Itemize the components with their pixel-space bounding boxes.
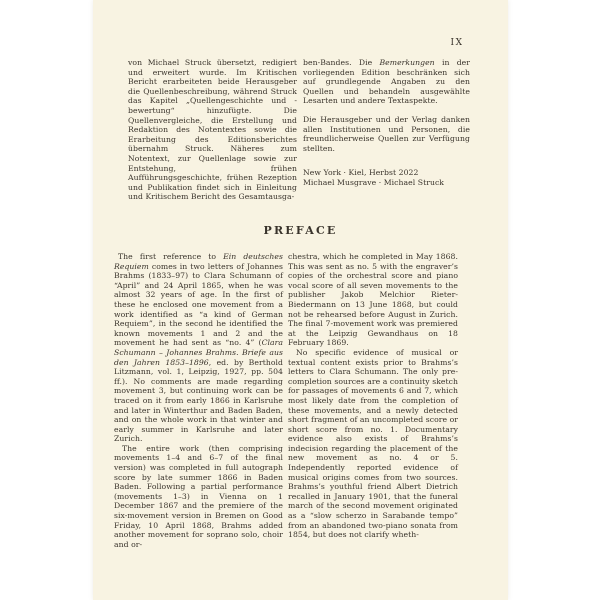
preface-left-column [114, 252, 283, 549]
acknowledgement-paragraph: Die Herausgeber und der Verlag danken allen Institutionen und Personen, die freundlicherweise Quellen zur Verfügung stellten. [303, 114, 470, 153]
german-left-column [128, 58, 297, 202]
preface-body [114, 252, 458, 549]
preface-paragraph-2-continuation: chestra, which he completed in May 1868. This was sent as no. 5 with the engraver’s copies of the orchestral score and piano vocal score of all seven movements to the publisher Jakob Melchior Rieter-Biedermann on 13 June 1868, but could not be rehearsed before August in Zurich. The final 7-movement work was premiered at the Leipzig Gewandhaus on 18 February 1869. [288, 252, 458, 348]
book-page [93, 0, 508, 600]
german-foreword-continuation [128, 58, 470, 202]
german-paragraph-continuation: von Michael Struck übersetzt, redigiert und erweitert wurde. Im Kritischen Bericht erarbeiteten beide Herausgeber die Quellenbeschreibung, während Struck das Kapitel „Quellengeschichte und -bewertung“ hinzufügte. Die Quellenvergleiche, die Erstellung und Redaktion des Notentextes sowie die Erarbeitung des Editionsberichtes übernahm Struck. Näheres zum Notentext, zur Quellenlage sowie zur Entstehung, frühen Aufführungsgeschichte, frühen Rezeption und Publikation findet sich in Einleitung und Kritischem Bericht des Gesamtausga- [128, 58, 297, 202]
german-paragraph-end: ben-Bandes. Die Bemerkungen in der vorliegenden Edition beschränken sich auf grundlegende Angaben zu den Quellen und behandeln ausgewählte Lesarten und andere Textaspekte. [303, 58, 470, 106]
preface-heading: PREFACE [263, 224, 338, 237]
editors-signature-line: Michael Musgrave · Michael Struck [303, 177, 445, 187]
preface-paragraph-2: The entire work (then comprising movements 1–4 and 6–7 of the final version) was completed in full autograph score by late summer 1866 in Baden Baden. Following a partial performance (movements 1–3) in Vienna on 1 December 1867 and the premiere of the six-movement version in Bremen on Good Friday, 10 April 1868, Brahms added another movement for soprano solo, choir and or- [114, 443, 283, 549]
german-right-column [303, 58, 470, 202]
preface-paragraph-3: No specific evidence of musical or textual content exists prior to Brahms’s letters to Clara Schumann. The only pre-completion sources are a continuity sketch for passages of movements 6 and 7, which most likely date from the completion of these movements, and a newly detected short fragment of an uncompleted score or short score from no. 1. Documentary evidence also exists of Brahms’s indecision regarding the placement of the new movement as no. 4 or 5. Independently reported evidence of musical origins comes from two sources. Brahms’s youthful friend Albert Dietrich recalled in January 1901, that the funeral march of the second movement originated as a “slow scherzo in Sarabande tempo” from an abandoned two-piano sonata from 1854, but does not clarify wheth- [288, 347, 458, 540]
dateline: New York · Kiel, Herbst 2022 [303, 168, 419, 178]
page-number: IX [450, 38, 464, 48]
preface-right-column [288, 252, 458, 549]
preface-paragraph-1: The first reference to Ein deutsches Requiem comes in two letters of Johannes Brahms (1833–97) to Clara Schumann of “April” and 24 April 1865, when he was almost 32 years of age. In the first of these he enclosed one movement from a work identified as “a kind of German Requiem”, in the second he identified the known movements 1 and 2 and the movement he had sent as “no. 4” (Clara Schumann – Johannes Brahms. Briefe aus den Jahren 1853–1896, ed. by Berthold Litzmann, vol. 1, Leipzig, 1927, pp. 504 ff.). No comments are made regarding movement 3, but continuing work can be traced on it from early 1866 in Karlsruhe and later in Winterthur and Baden Baden, and on the whole work in that winter and early summer in Karlsruhe and later Zurich. [114, 252, 283, 444]
